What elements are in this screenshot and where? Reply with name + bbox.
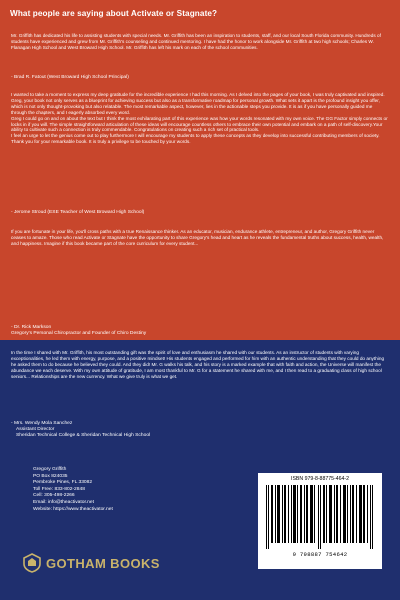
review-2-paragraph: Thank you for your remarkable book. It is truly a privilege to be touched by your words. bbox=[11, 139, 191, 145]
contact-info bbox=[33, 467, 113, 513]
review-3-text: If you are fortunate in your life, you'll cross paths with a true Renaissance thinker. As an educator, musician, endurance athlete, entrepreneur, and author, Gregory Griffith never ceases to amaze. Those who read Activate or Stagnate have the opportunity to share Gregory's head and heart as he reveals the fundamental truths about success, health, wealth, and happiness. Imagine if this book became part of the core curriculum for every student... bbox=[11, 229, 384, 246]
contact-cell: Cell: 305-498-2266 bbox=[33, 493, 75, 499]
review-3-attribution: - Dr. Rick Markson Gregory's Personal Chiropractor and Founder of Chiro Destiny bbox=[11, 325, 147, 336]
contact-toll-free: Toll Free: 833-802-2848 bbox=[33, 486, 85, 492]
review-4-text: In the time I shared with Mr. Griffith, his most outstanding gift was the spirit of love and enthusiasm he shared with our students. As an instructor of students with varying exceptionalities, he led them with energy, purpose, and a positive mindset! His students engaged and performed for him with an authentic understanding that they could do anything he asked them to do because he believed they could. And they did! Mr. G walks his talk, and his story is a marked example that with faith and action, the Universe will manifest the abundance we each deserve. With my own attitude of gratitude, I am most thankful to Mr. G for a statement he shared with me, and I then read to a graduating class of high school seniors... Relationships are the new currency. What we give truly is what we get. bbox=[11, 350, 385, 379]
review-1-attribution: - Brad R. Fatout (West Broward High School Principal) bbox=[11, 75, 129, 80]
review-1-text: Mr. Griffith has dedicated his life to assisting students with special needs. Mr. Griffith has been an inspiration to students, staff, and our local South Florida community. Hundreds of students have experienced and grew from Mr. Griffith's counseling and continued mentoring. I have had the honor to work alongside Mr. Griffith at two high schools; Charles W. Flanagan High School and West Broward High School. Mr. Griffith has left his mark on each of the school communities. bbox=[11, 33, 381, 50]
publisher-logo bbox=[22, 553, 160, 573]
publisher-name: GOTHAM BOOKS bbox=[46, 555, 160, 571]
contact-website: Website: https://www.theactivator.net bbox=[33, 506, 113, 512]
barcode-bars-icon bbox=[266, 485, 374, 549]
isbn-label: ISBN 979-8-88775-464-2 bbox=[291, 476, 349, 482]
review-2-attribution: - Jerome Stroud (ESE Teacher of West Broward High School) bbox=[11, 210, 145, 215]
review-2-paragraph: I feel an urge to let the genius come out to play furthermore I will encourage my students to apply these concepts as they develop into successful contributing members of society. bbox=[11, 133, 380, 139]
review-2-paragraph: Greg I could go on and on about the text but I think the most exhilarating part of this experience was how your words resonated with my own voice. The GG Factor simply connects or locks in if you will. The simple straightforward articulation of these ideas will encourage countless others to embrace their own potential and embark on a path of self-discovery.Your ability to cultivate such a connection is truly commendable. Congratulations on creating such a rich set of practical tools. bbox=[11, 115, 388, 133]
review-4-attribution: - Mrs. Wendy Mola Sanchez Assistant Director Sheridan Technical College & Sheridan Technical High School bbox=[11, 421, 151, 438]
contact-email: Email: info@theactivator.net bbox=[33, 499, 94, 505]
contact-po-box: PO Box 824035 bbox=[33, 473, 68, 479]
contact-city: Pembroke Pines, FL 33082 bbox=[33, 480, 93, 486]
page-heading: What people are saying about Activate or Stagnate? bbox=[10, 9, 218, 18]
review-2-paragraph: Greg, your book not only serves as a blueprint for achieving success but also as a transformative roadmap for personal growth. What sets it apart is the profound insight you offer, which is not only thought-provoking but also relatable. The most remarkable aspect, however, lies in the actionable steps you provide. It is as if you have personally guided me through the chapters, and I eagerly absorbed every word. bbox=[11, 97, 380, 115]
contact-name: Gregory Griffith bbox=[33, 467, 67, 472]
review-2-text bbox=[11, 92, 389, 145]
isbn-barcode bbox=[258, 473, 382, 569]
barcode-digits: 9 798887 754642 bbox=[292, 551, 348, 558]
gotham-crest-icon bbox=[22, 553, 42, 573]
review-2-paragraph: I wanted to take a moment to express my deep gratitude for the incredible experience I had this morning. As I delved into the pages of your book, I was truly captivated and inspired. bbox=[11, 92, 385, 97]
